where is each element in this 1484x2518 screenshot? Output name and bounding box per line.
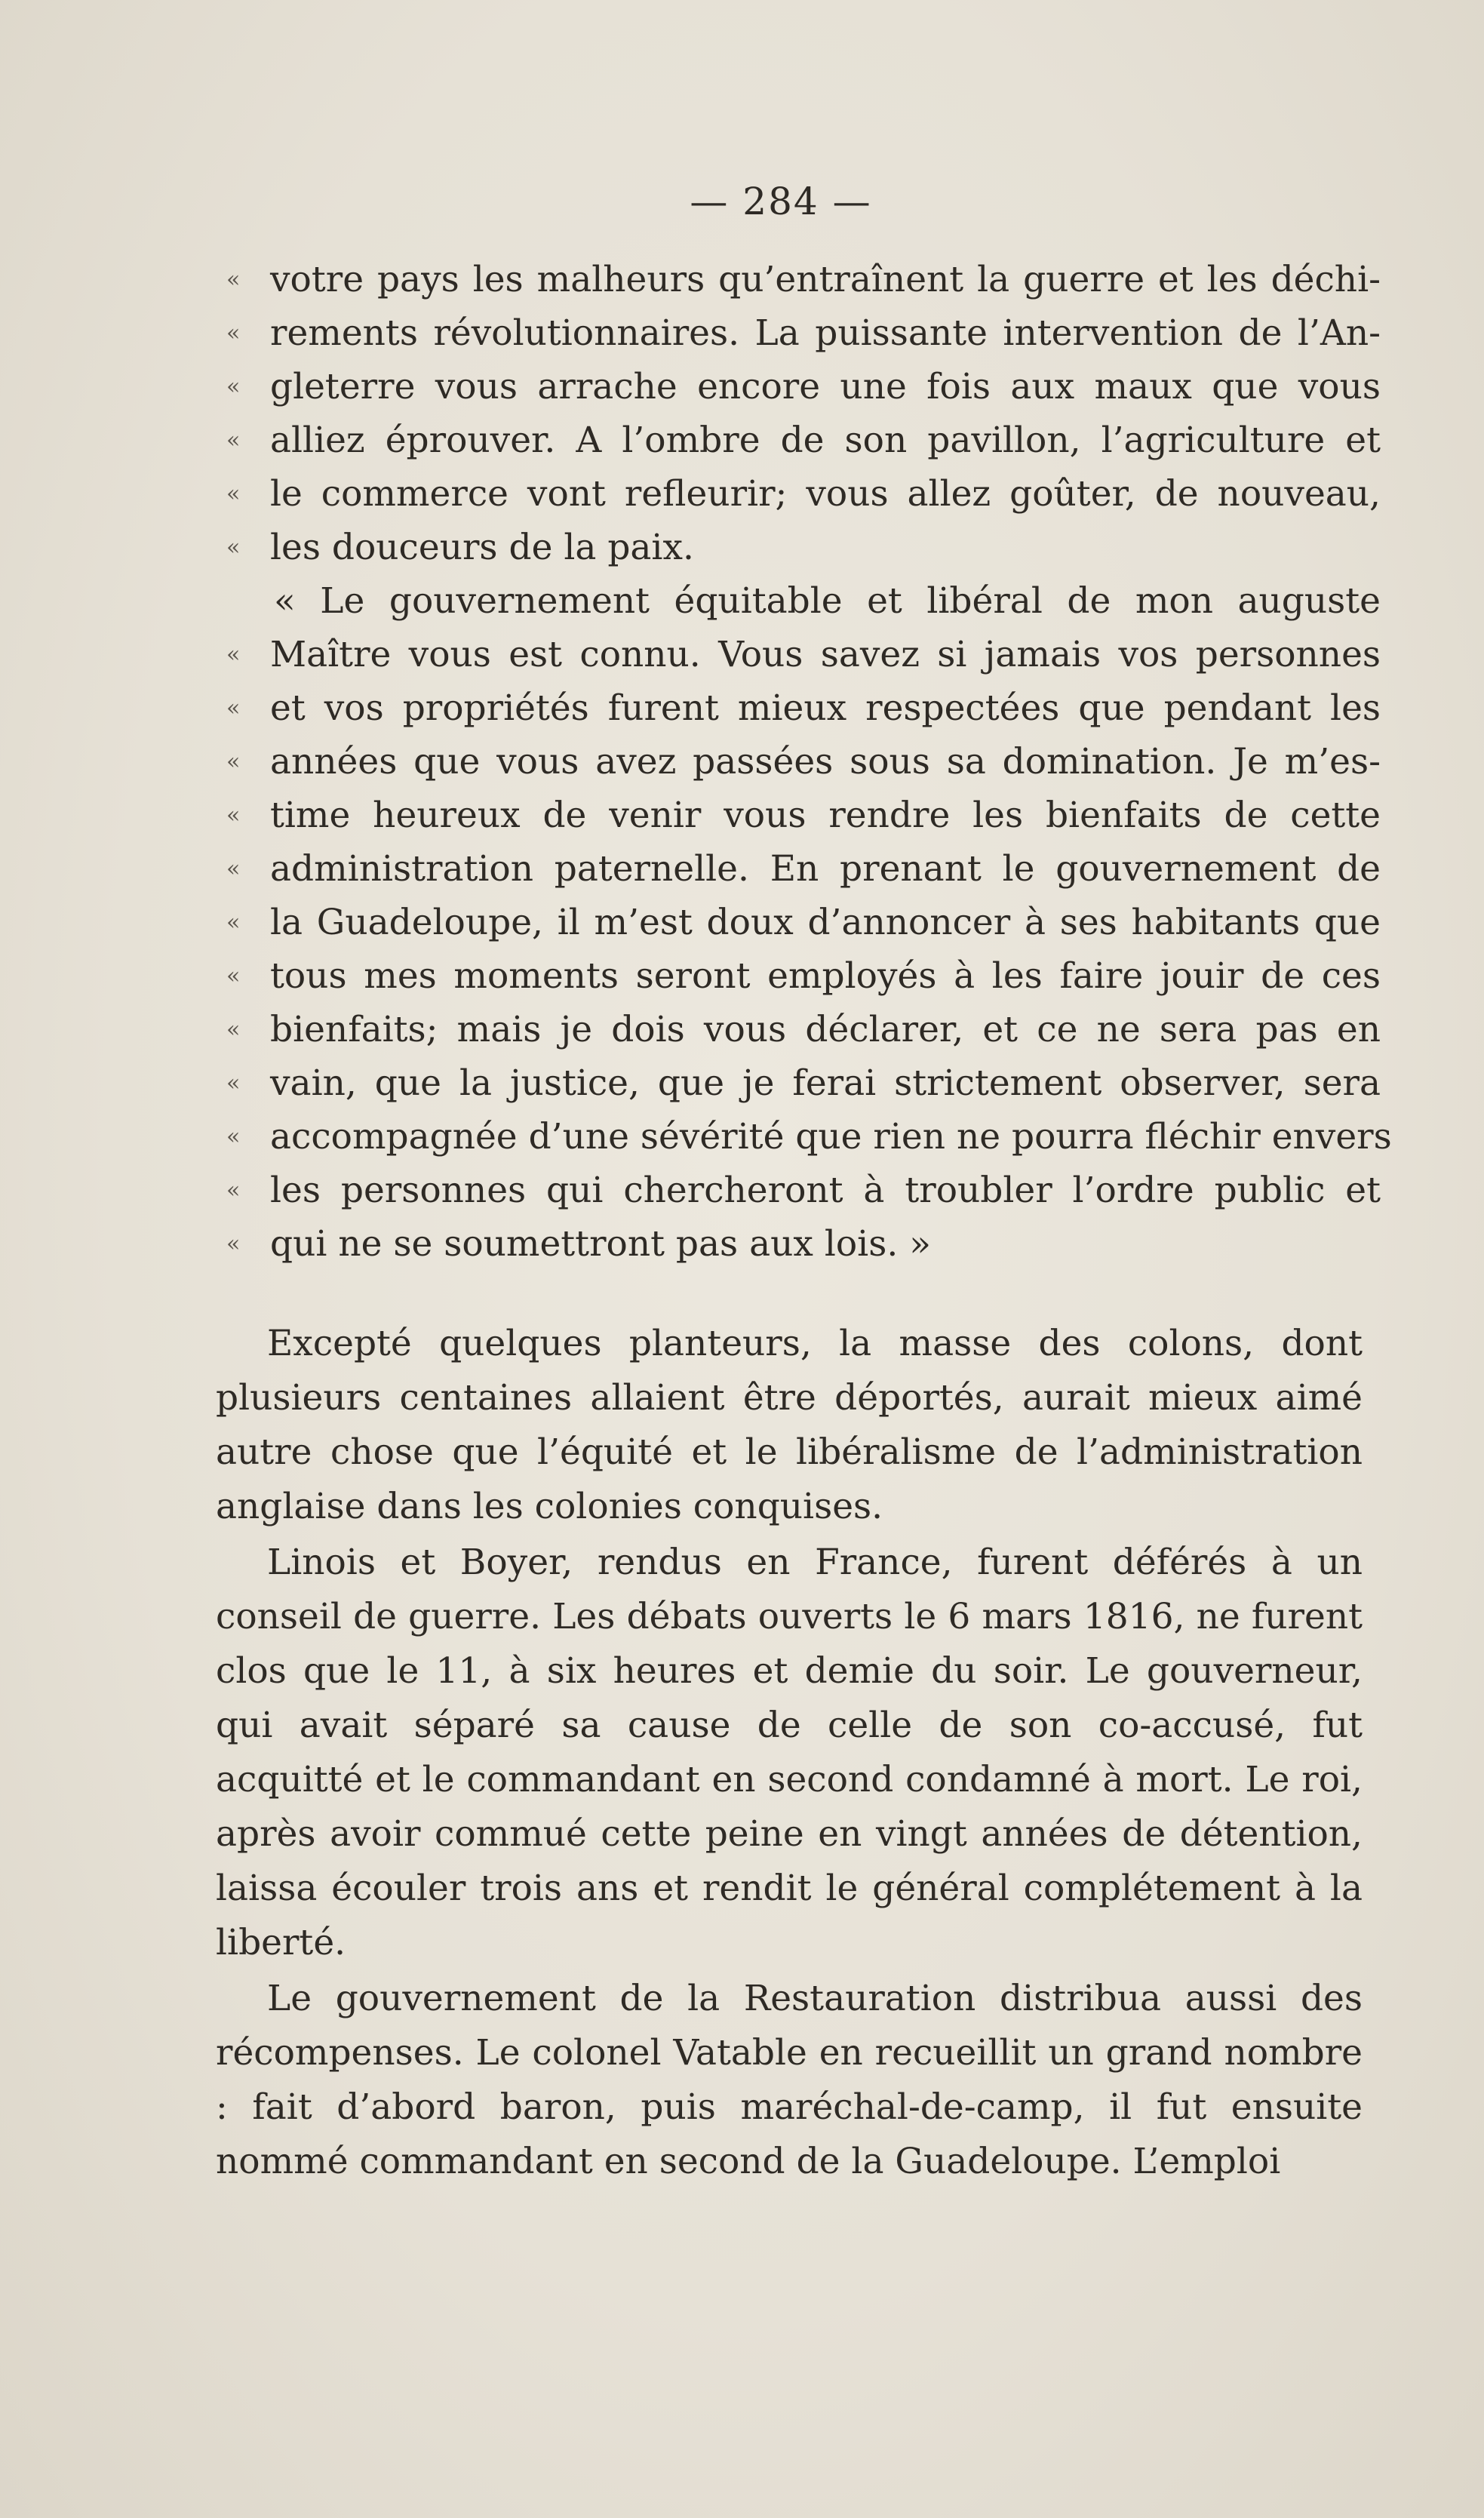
guillemet-mark: « xyxy=(226,749,241,775)
quote-line xyxy=(226,628,1381,681)
quote-line xyxy=(226,1110,1392,1164)
guillemet-mark: « xyxy=(226,856,241,882)
body-text xyxy=(216,1317,1363,2191)
quoted-proclamation xyxy=(226,253,1392,1271)
quote-line xyxy=(226,467,1381,521)
quote-line-text: les personnes qui chercheront à troubler l’ordre public et xyxy=(270,1170,1381,1211)
quote-line-text: tous mes moments seront employés à les faire jouir de ces xyxy=(270,955,1381,997)
quote-line-text: « Le gouvernement équitable et libéral de mon auguste xyxy=(274,580,1381,622)
paragraph: Excepté quelques planteurs, la masse des colons, dont plusieurs centaines allaient être déportés, aurait mieux aimé autre chose que l’équité et le libéralisme de l’administration anglaise dans les colonies conquises. xyxy=(216,1323,1363,1527)
guillemet-mark: « xyxy=(226,481,241,507)
quote-line xyxy=(226,574,1381,628)
guillemet-mark: « xyxy=(226,374,241,400)
quote-line-text: vain, que la justice, que je ferai strictement observer, sera xyxy=(270,1062,1381,1104)
quote-line xyxy=(226,1164,1381,1217)
quote-line xyxy=(226,1056,1381,1110)
quote-line-text: Maître vous est connu. Vous savez si jamais vos personnes xyxy=(270,634,1381,675)
guillemet-mark: « xyxy=(226,1177,241,1204)
guillemet-mark: « xyxy=(226,802,241,829)
guillemet-mark: « xyxy=(226,909,241,936)
quote-line-text: bienfaits; mais je dois vous déclarer, et ce ne sera pas en xyxy=(270,1009,1381,1050)
quote-line-text: accompagnée d’une sévérité que rien ne pourra fléchir envers xyxy=(270,1116,1392,1158)
quote-line xyxy=(226,521,1381,574)
guillemet-mark: « xyxy=(226,695,241,721)
guillemet-mark: « xyxy=(226,1070,241,1096)
quote-line-text: alliez éprouver. A l’ombre de son pavillon, l’agriculture et xyxy=(270,420,1381,461)
guillemet-mark: « xyxy=(226,320,241,346)
quote-line-text: la Guadeloupe, il m’est doux d’annoncer à ses habitants que xyxy=(270,902,1381,943)
guillemet-mark: « xyxy=(226,641,241,668)
quote-line xyxy=(226,253,1381,306)
quote-line xyxy=(226,842,1381,896)
page-number: — 284 — xyxy=(690,180,872,223)
guillemet-mark: « xyxy=(226,1124,241,1150)
guillemet-mark: « xyxy=(226,1016,241,1043)
quote-line-text: les douceurs de la paix. xyxy=(270,527,694,568)
quote-line-text: années que vous avez passées sous sa domination. Je m’es- xyxy=(270,741,1381,782)
guillemet-mark: « xyxy=(226,266,241,293)
guillemet-mark: « xyxy=(226,963,241,989)
quote-line xyxy=(226,949,1381,1003)
quote-line-text: et vos propriétés furent mieux respectées que pendant les xyxy=(270,687,1381,729)
quote-line xyxy=(226,306,1381,360)
quote-line-text: time heureux de venir vous rendre les bienfaits de cette xyxy=(270,795,1381,836)
paragraph: Le gouvernement de la Restauration distribua aussi des récompenses. Le colonel Vatable en recueillit un grand nombre : fait d’abord baron, puis maréchal-de-camp, il fut ensuite nommé commandant en second de la Guadeloupe. L’emploi xyxy=(216,1978,1363,2182)
quote-line xyxy=(226,896,1381,949)
quote-line xyxy=(226,681,1381,735)
paragraph: Linois et Boyer, rendus en France, furent déférés à un conseil de guerre. Les débats ouverts le 6 mars 1816, ne furent clos que le 11, à six heures et demie du soir. Le gouverneur, qui avait séparé sa cause de celle de son co-accusé, fut acquitté et le commandant en second condamné à mort. Le roi, après avoir commué cette peine en vingt années de détention, laissa écouler trois ans et rendit le général complétement à la liberté. xyxy=(216,1542,1363,1963)
quote-line-text: rements révolutionnaires. La puissante intervention de l’An- xyxy=(270,312,1381,354)
quote-line-text: le commerce vont refleurir; vous allez goûter, de nouveau, xyxy=(270,473,1381,515)
quote-line-text: votre pays les malheurs qu’entraînent la guerre et les déchi- xyxy=(270,259,1381,300)
quote-line xyxy=(226,735,1381,789)
quote-line xyxy=(226,360,1381,414)
quote-line-text: qui ne se soumettront pas aux lois. » xyxy=(270,1223,931,1265)
quote-line-text: gleterre vous arrache encore une fois aux maux que vous xyxy=(270,366,1381,407)
quote-line xyxy=(226,1003,1381,1056)
guillemet-mark: « xyxy=(226,1231,241,1257)
guillemet-mark: « xyxy=(226,427,241,453)
quote-line xyxy=(226,789,1381,842)
quote-line xyxy=(226,1217,1381,1271)
quote-line xyxy=(226,414,1381,467)
guillemet-mark: « xyxy=(226,534,241,561)
quote-line-text: administration paternelle. En prenant le gouvernement de xyxy=(270,848,1381,890)
